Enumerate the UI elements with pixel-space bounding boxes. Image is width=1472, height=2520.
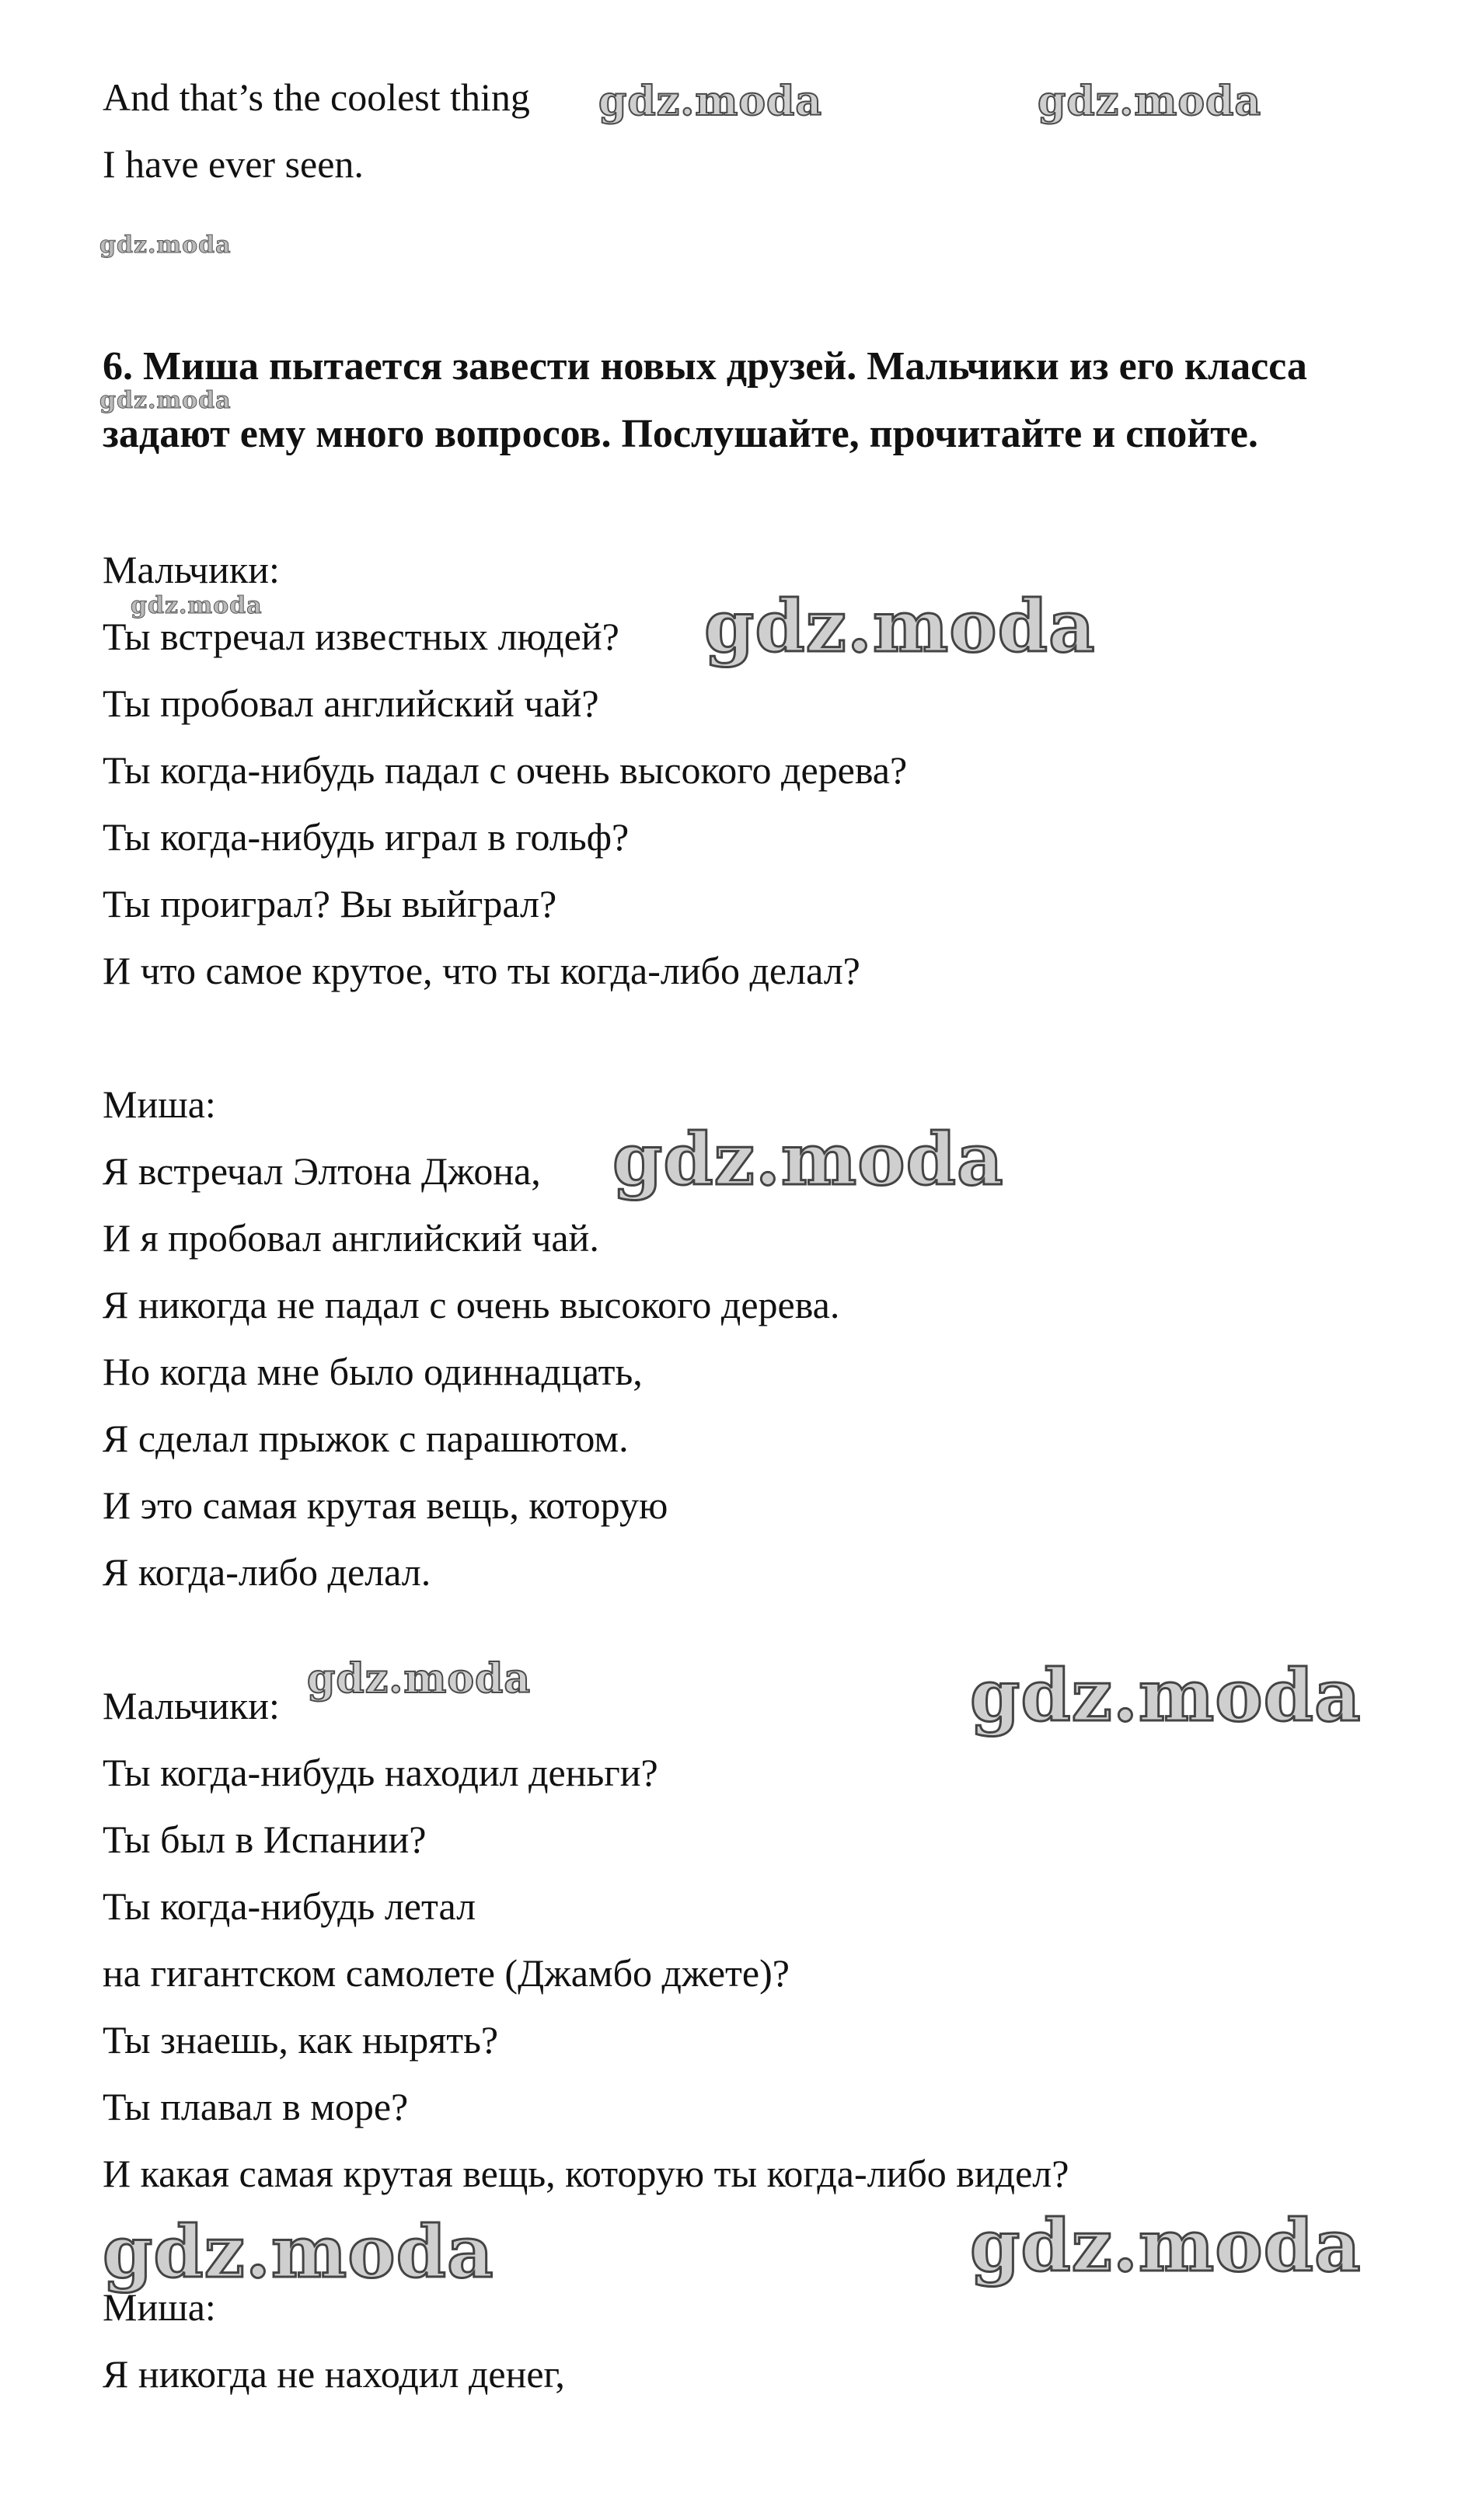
speaker-label: Миша: [103,1082,216,1126]
intro-line: I have ever seen. [103,142,364,186]
verse-line: И это самая крутая вещь, которую [103,1483,668,1527]
verse-line: Ты встречал известных людей? [103,615,619,658]
verse-line: Но когда мне было одиннадцать, [103,1350,643,1393]
watermark: gdz.moda [704,584,1096,668]
speaker-label: Мальчики: [103,548,280,591]
verse-line: И что самое крутое, что ты когда-либо делал? [103,949,860,992]
verse-line: Я сделал прыжок с парашютом. [103,1417,629,1460]
intro-line: And that’s the coolest thing [103,75,530,119]
verse-line: Ты знаешь, как нырять? [103,2018,499,2062]
watermark: gdz.moda [307,1655,532,1703]
verse-line: Я встречал Элтона Джона, [103,1149,541,1193]
watermark: gdz.moda [99,232,232,259]
watermark: gdz.moda [99,387,232,414]
watermark: gdz.moda [970,2204,1362,2288]
verse-line: И какая самая крутая вещь, которую ты когда-либо видел? [103,2152,1069,2195]
verse-line: Ты когда-нибудь находил деньги? [103,1751,658,1794]
watermark: gdz.moda [612,1117,1004,1201]
speaker-label: Миша: [103,2285,216,2329]
speaker-label: Мальчики: [103,1684,280,1727]
watermark: gdz.moda [131,592,263,619]
verse-line: Ты когда-нибудь падал с очень высокого дерева? [103,748,908,792]
watermark: gdz.moda [1038,78,1262,125]
verse-line: Я никогда не падал с очень высокого дерева. [103,1283,840,1326]
verse-line: на гигантском самолете (Джамбо джете)? [103,1951,790,1995]
verse-line: И я пробовал английский чай. [103,1216,599,1260]
watermark: gdz.moda [598,78,823,125]
verse-line: Ты был в Испании? [103,1818,427,1861]
watermark: gdz.moda [970,1654,1362,1738]
exercise-heading: 6. Миша пытается завести новых друзей. Мальчики из его класса задают ему много вопросов. Послушайте, прочитайте и спойте. [103,344,1307,456]
verse-line: Ты пробовал английский чай? [103,681,599,725]
watermark: gdz.moda [103,2210,494,2294]
verse-line: Ты проиграл? Вы выйграл? [103,882,557,925]
verse-line: Я когда-либо делал. [103,1550,431,1594]
verse-line: Я никогда не находил денег, [103,2352,565,2396]
verse-line: Ты плавал в море? [103,2085,409,2128]
verse-line: Ты когда-нибудь играл в гольф? [103,815,630,859]
verse-line: Ты когда-нибудь летал [103,1884,476,1928]
